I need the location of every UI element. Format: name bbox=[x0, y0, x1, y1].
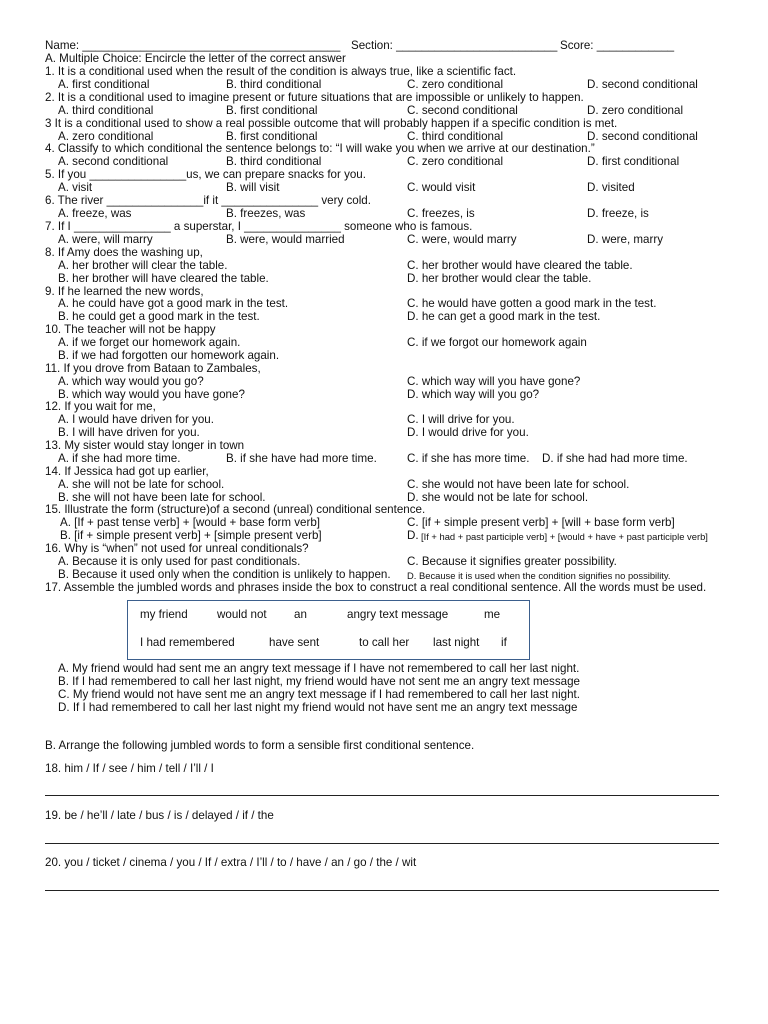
q14-option-b[interactable]: B. she will not have been late for school. bbox=[58, 491, 266, 504]
question-8: 8. If Amy does the washing up, bbox=[45, 246, 203, 259]
q15-option-a[interactable]: A. [If + past tense verb] + [would + base form verb] bbox=[60, 516, 321, 529]
q6-option-c[interactable]: C. freezes, is bbox=[407, 207, 475, 220]
box-word: me bbox=[484, 608, 501, 621]
question-6: 6. The river _______________if it _______________ very cold. bbox=[45, 194, 371, 207]
q3-option-b[interactable]: B. first conditional bbox=[226, 130, 318, 143]
q17-option-c[interactable]: C. My friend would not have sent me an angry text message if I had remembered to call her last night. bbox=[58, 688, 580, 701]
q15-option-d-letter[interactable]: D. bbox=[407, 529, 419, 542]
name-field[interactable]: Name: ________________________________________ bbox=[45, 39, 341, 52]
q14-option-a[interactable]: A. she will not be late for school. bbox=[58, 478, 225, 491]
question-18: 18. him / If / see / him / tell / I’ll / I bbox=[45, 762, 214, 775]
q11-option-c[interactable]: C. which way will you have gone? bbox=[407, 375, 581, 388]
question-19: 19. be / he’ll / late / bus / is / delayed / if / the bbox=[45, 809, 274, 822]
q7-option-b[interactable]: B. were, would married bbox=[226, 233, 345, 246]
answer-line-18[interactable] bbox=[45, 795, 719, 796]
q2-option-b[interactable]: B. first conditional bbox=[226, 104, 318, 117]
q13-option-a[interactable]: A. if she had more time. bbox=[58, 452, 181, 465]
question-11: 11. If you drove from Bataan to Zambales, bbox=[45, 362, 261, 375]
q3-option-d[interactable]: D. second conditional bbox=[587, 130, 698, 143]
q12-option-a[interactable]: A. I would have driven for you. bbox=[58, 413, 214, 426]
box-word: my friend bbox=[140, 608, 188, 621]
q8-option-c[interactable]: C. her brother would have cleared the table. bbox=[407, 259, 633, 272]
q15-option-c[interactable]: C. [if + simple present verb] + [will + base form verb] bbox=[407, 516, 675, 529]
q16-option-c[interactable]: C. Because it signifies greater possibility. bbox=[407, 555, 617, 568]
question-2: 2. It is a conditional used to imagine present or future situations that are impossible or unlikely to happen. bbox=[45, 91, 584, 104]
q10-option-c[interactable]: C. if we forgot our homework again bbox=[407, 336, 587, 349]
q12-option-b[interactable]: B. I will have driven for you. bbox=[58, 426, 200, 439]
q1-option-d[interactable]: D. second conditional bbox=[587, 78, 698, 91]
q17-option-b[interactable]: B. If I had remembered to call her last night, my friend would have not sent me an angry text message bbox=[58, 675, 580, 688]
question-14: 14. If Jessica had got up earlier, bbox=[45, 465, 209, 478]
q5-option-b[interactable]: B. will visit bbox=[226, 181, 280, 194]
q6-option-d[interactable]: D. freeze, is bbox=[587, 207, 649, 220]
box-word: would not bbox=[217, 608, 267, 621]
q17-option-d[interactable]: D. If I had remembered to call her last night my friend would not have sent me an angry text message bbox=[58, 701, 578, 714]
answer-line-19[interactable] bbox=[45, 843, 719, 844]
question-3: 3 It is a conditional used to show a real possible outcome that will probably happen if a specific condition is met. bbox=[45, 117, 618, 130]
box-word: last night bbox=[433, 636, 480, 649]
box-word: angry text message bbox=[347, 608, 449, 621]
box-word: if bbox=[501, 636, 507, 649]
q8-option-a[interactable]: A. her brother will clear the table. bbox=[58, 259, 228, 272]
q4-option-b[interactable]: B. third conditional bbox=[226, 155, 322, 168]
question-20: 20. you / ticket / cinema / you / If / extra / I’ll / to / have / an / go / the / wit bbox=[45, 856, 417, 869]
question-1: 1. It is a conditional used when the result of the condition is always true, like a scientific fact. bbox=[45, 65, 517, 78]
box-word: have sent bbox=[269, 636, 320, 649]
part-a-title: A. Multiple Choice: Encircle the letter of the correct answer bbox=[45, 52, 346, 65]
q11-option-d[interactable]: D. which way will you go? bbox=[407, 388, 540, 401]
q7-option-a[interactable]: A. were, will marry bbox=[58, 233, 153, 246]
q13-option-b[interactable]: B. if she have had more time. bbox=[226, 452, 377, 465]
box-word: an bbox=[294, 608, 307, 621]
q8-option-d[interactable]: D. her brother would clear the table. bbox=[407, 272, 592, 285]
q9-option-c[interactable]: C. he would have gotten a good mark in the test. bbox=[407, 297, 657, 310]
question-10: 10. The teacher will not be happy bbox=[45, 323, 216, 336]
question-17: 17. Assemble the jumbled words and phrases inside the box to construct a real conditional sentence. All the words must be used. bbox=[45, 581, 707, 594]
q16-option-b[interactable]: B. Because it used only when the condition is unlikely to happen. bbox=[58, 568, 391, 581]
question-9: 9. If he learned the new words, bbox=[45, 285, 204, 298]
q14-option-d[interactable]: D. she would not be late for school. bbox=[407, 491, 589, 504]
q6-option-a[interactable]: A. freeze, was bbox=[58, 207, 132, 220]
question-15: 15. Illustrate the form (structure)of a second (unreal) conditional sentence. bbox=[45, 503, 426, 516]
question-4: 4. Classify to which conditional the sentence belongs to: “I will wake you when we arrive at our destination.” bbox=[45, 142, 595, 155]
q5-option-c[interactable]: C. would visit bbox=[407, 181, 476, 194]
question-16: 16. Why is “when” not used for unreal conditionals? bbox=[45, 542, 309, 555]
q9-option-a[interactable]: A. he could have got a good mark in the test. bbox=[58, 297, 289, 310]
q14-option-c[interactable]: C. she would not have been late for school. bbox=[407, 478, 630, 491]
q11-option-a[interactable]: A. which way would you go? bbox=[58, 375, 204, 388]
jumbled-word-box bbox=[127, 600, 530, 660]
q9-option-b[interactable]: B. he could get a good mark in the test. bbox=[58, 310, 260, 323]
question-12: 12. If you wait for me, bbox=[45, 400, 156, 413]
q15-option-b[interactable]: B. [if + simple present verb] + [simple present verb] bbox=[60, 529, 322, 542]
q17-option-a[interactable]: A. My friend would had sent me an angry text message if I have not remembered to call her last night. bbox=[58, 662, 580, 675]
question-5: 5. If you _______________us, we can prepare snacks for you. bbox=[45, 168, 366, 181]
q4-option-c[interactable]: C. zero conditional bbox=[407, 155, 504, 168]
question-13: 13. My sister would stay longer in town bbox=[45, 439, 245, 452]
q3-option-a[interactable]: A. zero conditional bbox=[58, 130, 154, 143]
q12-option-c[interactable]: C. I will drive for you. bbox=[407, 413, 515, 426]
q16-option-d[interactable]: D. Because it is used when the condition signifies no possibility. bbox=[407, 570, 671, 581]
q10-option-a[interactable]: A. if we forget our homework again. bbox=[58, 336, 241, 349]
q4-option-a[interactable]: A. second conditional bbox=[58, 155, 169, 168]
q13-option-d[interactable]: D. if she had had more time. bbox=[542, 452, 688, 465]
q5-option-a[interactable]: A. visit bbox=[58, 181, 93, 194]
q16-option-a[interactable]: A. Because it is only used for past conditionals. bbox=[58, 555, 301, 568]
q9-option-d[interactable]: D. he can get a good mark in the test. bbox=[407, 310, 601, 323]
answer-line-20[interactable] bbox=[45, 890, 719, 891]
q2-option-d[interactable]: D. zero conditional bbox=[587, 104, 684, 117]
q15-option-d-text[interactable]: [If + had + past participle verb] + [would + have + past participle verb] bbox=[421, 531, 708, 542]
q2-option-c[interactable]: C. second conditional bbox=[407, 104, 518, 117]
q7-option-d[interactable]: D. were, marry bbox=[587, 233, 664, 246]
box-word: to call her bbox=[359, 636, 410, 649]
q6-option-b[interactable]: B. freezes, was bbox=[226, 207, 306, 220]
q1-option-a[interactable]: A. first conditional bbox=[58, 78, 150, 91]
q1-option-b[interactable]: B. third conditional bbox=[226, 78, 322, 91]
q4-option-d[interactable]: D. first conditional bbox=[587, 155, 680, 168]
section-field[interactable]: Section: _________________________ bbox=[351, 39, 558, 52]
part-b-title: B. Arrange the following jumbled words to form a sensible first conditional sentence. bbox=[45, 739, 475, 752]
box-word: I had remembered bbox=[140, 636, 235, 649]
question-7: 7. If I _______________ a superstar, I _______________ someone who is famous. bbox=[45, 220, 473, 233]
q5-option-d[interactable]: D. visited bbox=[587, 181, 635, 194]
q2-option-a[interactable]: A. third conditional bbox=[58, 104, 154, 117]
q11-option-b[interactable]: B. which way would you have gone? bbox=[58, 388, 245, 401]
q7-option-c[interactable]: C. were, would marry bbox=[407, 233, 517, 246]
q3-option-c[interactable]: C. third conditional bbox=[407, 130, 504, 143]
score-field[interactable]: Score: ____________ bbox=[560, 39, 675, 52]
q13-option-c[interactable]: C. if she has more time. bbox=[407, 452, 530, 465]
q12-option-d[interactable]: D. I would drive for you. bbox=[407, 426, 529, 439]
q8-option-b[interactable]: B. her brother will have cleared the table. bbox=[58, 272, 269, 285]
q1-option-c[interactable]: C. zero conditional bbox=[407, 78, 504, 91]
q10-option-b[interactable]: B. if we had forgotten our homework again. bbox=[58, 349, 280, 362]
